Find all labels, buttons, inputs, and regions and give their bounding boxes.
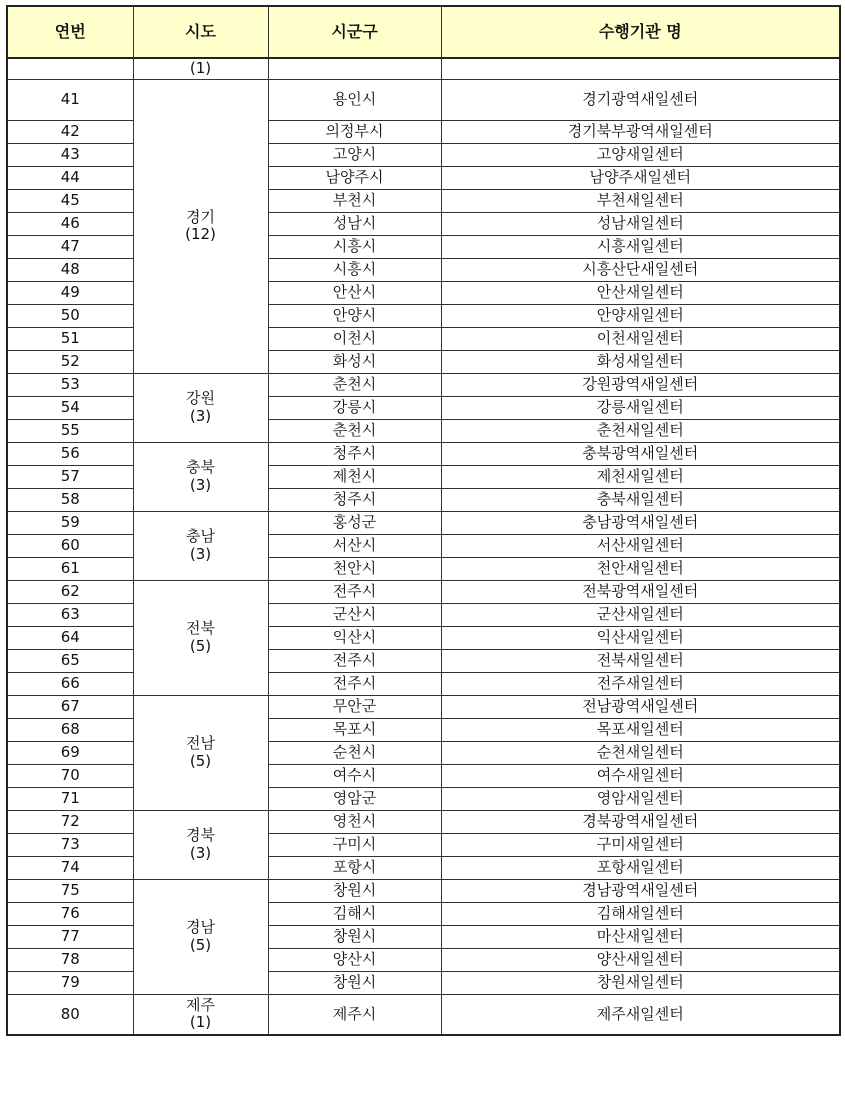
cell-no: 49: [7, 281, 133, 304]
cell-no: 57: [7, 465, 133, 488]
cell-agency: 포항새일센터: [441, 856, 840, 879]
table-row: [7, 948, 840, 971]
cell-sigungu: 구미시: [268, 833, 441, 856]
cell-sigungu: 순천시: [268, 741, 441, 764]
cell-sido-group: [133, 695, 268, 810]
cell-agency: 김해새일센터: [441, 902, 840, 925]
cell-sigungu: 시흥시: [268, 235, 441, 258]
cell-agency: 남양주새일센터: [441, 166, 840, 189]
cell-sigungu: 안산시: [268, 281, 441, 304]
cell-no: 65: [7, 649, 133, 672]
cell-no: [7, 58, 133, 79]
cell-agency: 경북광역새일센터: [441, 810, 840, 833]
cell-no: 74: [7, 856, 133, 879]
sido-name: 충북: [186, 458, 215, 477]
table-row: [7, 511, 840, 534]
table-row: [7, 833, 840, 856]
cell-no: 76: [7, 902, 133, 925]
header-row: [7, 6, 840, 58]
cell-agency: 경기광역새일센터: [441, 79, 840, 120]
cell-no: 47: [7, 235, 133, 258]
cell-sigungu: 서산시: [268, 534, 441, 557]
table-row: [7, 235, 840, 258]
cell-no: 55: [7, 419, 133, 442]
table-row: [7, 902, 840, 925]
cell-agency: 강원광역새일센터: [441, 373, 840, 396]
table-row: [7, 764, 840, 787]
cell-no: 77: [7, 925, 133, 948]
cell-no: 43: [7, 143, 133, 166]
cell-sigungu: 군산시: [268, 603, 441, 626]
cell-no: 68: [7, 718, 133, 741]
cell-agency: 천안새일센터: [441, 557, 840, 580]
cell-agency: 제주새일센터: [441, 994, 840, 1035]
cell-sigungu: 제천시: [268, 465, 441, 488]
cell-sigungu: 강릉시: [268, 396, 441, 419]
cell-sigungu: [268, 58, 441, 79]
cell-no: 56: [7, 442, 133, 465]
cell-sigungu: 익산시: [268, 626, 441, 649]
cell-sigungu: 영암군: [268, 787, 441, 810]
table-row: [7, 350, 840, 373]
cell-agency: 고양새일센터: [441, 143, 840, 166]
cell-sigungu: 전주시: [268, 672, 441, 695]
cell-sigungu: 이천시: [268, 327, 441, 350]
cell-no: 69: [7, 741, 133, 764]
cell-no: 60: [7, 534, 133, 557]
table-row: [7, 810, 840, 833]
table-row: [7, 258, 840, 281]
cell-sigungu: 전주시: [268, 580, 441, 603]
cell-agency: 창원새일센터: [441, 971, 840, 994]
table-row: [7, 695, 840, 718]
table-row: [7, 718, 840, 741]
cell-agency: 군산새일센터: [441, 603, 840, 626]
table-row: [7, 143, 840, 166]
table-row: [7, 281, 840, 304]
sido-name: 경남: [186, 918, 215, 937]
cell-agency: 전북광역새일센터: [441, 580, 840, 603]
cell-sigungu: 청주시: [268, 488, 441, 511]
sido-count: (1): [189, 1013, 212, 1032]
cell-no: 46: [7, 212, 133, 235]
table-row: [7, 396, 840, 419]
cell-sigungu: 청주시: [268, 442, 441, 465]
table-row: [7, 58, 840, 79]
cell-agency: 서산새일센터: [441, 534, 840, 557]
table-row: [7, 327, 840, 350]
sido-count: (5): [189, 636, 212, 655]
table-row: [7, 557, 840, 580]
table-row: [7, 120, 840, 143]
cell-no: 45: [7, 189, 133, 212]
cell-sigungu: 성남시: [268, 212, 441, 235]
cell-no: 42: [7, 120, 133, 143]
cell-agency: 안산새일센터: [441, 281, 840, 304]
cell-agency: 춘천새일센터: [441, 419, 840, 442]
sido-name: 전남: [186, 734, 215, 753]
cell-sido-group: [133, 994, 268, 1035]
sido-name: 충남: [186, 527, 215, 546]
cell-sigungu: 안양시: [268, 304, 441, 327]
cell-sido-group: [133, 79, 268, 373]
agency-table: [6, 5, 841, 1036]
cell-sigungu: 시흥시: [268, 258, 441, 281]
cell-no: 50: [7, 304, 133, 327]
cell-sido-group: [133, 810, 268, 879]
cell-no: 72: [7, 810, 133, 833]
cell-sigungu: 포항시: [268, 856, 441, 879]
table-row: [7, 580, 840, 603]
cell-agency: 안양새일센터: [441, 304, 840, 327]
cell-no: 67: [7, 695, 133, 718]
cell-agency: 시흥산단새일센터: [441, 258, 840, 281]
cell-no: 54: [7, 396, 133, 419]
cell-sigungu: 부천시: [268, 189, 441, 212]
table-row: [7, 672, 840, 695]
sido-count: (5): [189, 751, 212, 770]
cell-agency: 부천새일센터: [441, 189, 840, 212]
table-row: [7, 879, 840, 902]
cell-agency: 경남광역새일센터: [441, 879, 840, 902]
cell-agency: 충북새일센터: [441, 488, 840, 511]
cell-no: 71: [7, 787, 133, 810]
table-row: [7, 373, 840, 396]
cell-agency: 경기북부광역새일센터: [441, 120, 840, 143]
table-row: [7, 419, 840, 442]
sido-name: 제주: [186, 996, 215, 1014]
cell-sigungu: 영천시: [268, 810, 441, 833]
cell-sigungu: 화성시: [268, 350, 441, 373]
sido-count: (12): [185, 225, 216, 243]
sido-count: (3): [189, 843, 212, 862]
table-row: [7, 649, 840, 672]
sido-name: 강원: [186, 389, 215, 408]
cell-no: 62: [7, 580, 133, 603]
cell-agency: 여수새일센터: [441, 764, 840, 787]
cell-agency: 전남광역새일센터: [441, 695, 840, 718]
cell-no: 59: [7, 511, 133, 534]
cell-no: 58: [7, 488, 133, 511]
cell-agency: 순천새일센터: [441, 741, 840, 764]
header-no: 연번: [7, 6, 133, 58]
table-row: [7, 856, 840, 879]
cell-no: 75: [7, 879, 133, 902]
header-agency: 수행기관 명: [441, 6, 840, 58]
cell-sigungu: 홍성군: [268, 511, 441, 534]
cell-sigungu: 춘천시: [268, 419, 441, 442]
cell-sigungu: 의정부시: [268, 120, 441, 143]
table-row: [7, 971, 840, 994]
cell-agency: 충북광역새일센터: [441, 442, 840, 465]
sido-name: 경기: [186, 207, 215, 226]
cell-agency: 목포새일센터: [441, 718, 840, 741]
sido-name: 전북: [186, 619, 215, 638]
cell-sigungu: 천안시: [268, 557, 441, 580]
cell-sido-group: [133, 580, 268, 695]
table-row: [7, 603, 840, 626]
cell-agency: 영암새일센터: [441, 787, 840, 810]
cell-no: 79: [7, 971, 133, 994]
table-row: [7, 925, 840, 948]
sido-count: (3): [189, 475, 212, 494]
cell-sido-group: [133, 879, 268, 994]
cell-agency: 제천새일센터: [441, 465, 840, 488]
cell-no: 51: [7, 327, 133, 350]
cell-no: 41: [7, 79, 133, 120]
cell-no: 66: [7, 672, 133, 695]
cell-sigungu: 여수시: [268, 764, 441, 787]
cell-agency: 시흥새일센터: [441, 235, 840, 258]
cell-sigungu: 춘천시: [268, 373, 441, 396]
table-row: [7, 166, 840, 189]
sido-name: 경북: [186, 826, 215, 845]
cell-no: 70: [7, 764, 133, 787]
sido-count: (5): [189, 935, 212, 954]
cell-sigungu: 김해시: [268, 902, 441, 925]
cell-agency: 이천새일센터: [441, 327, 840, 350]
cell-no: 61: [7, 557, 133, 580]
cell-agency: 화성새일센터: [441, 350, 840, 373]
cell-agency: 익산새일센터: [441, 626, 840, 649]
table-row: [7, 212, 840, 235]
cell-no: 64: [7, 626, 133, 649]
cell-no: 80: [7, 994, 133, 1035]
cell-sido: (1): [133, 58, 268, 79]
cell-sigungu: 용인시: [268, 79, 441, 120]
cell-agency: 구미새일센터: [441, 833, 840, 856]
table-row: [7, 442, 840, 465]
cell-agency: 양산새일센터: [441, 948, 840, 971]
cell-no: 63: [7, 603, 133, 626]
cell-agency: [441, 58, 840, 79]
cell-sigungu: 남양주시: [268, 166, 441, 189]
cell-sigungu: 창원시: [268, 971, 441, 994]
table-row: [7, 534, 840, 557]
cell-agency: 전북새일센터: [441, 649, 840, 672]
cell-no: 78: [7, 948, 133, 971]
cell-sido-group: [133, 442, 268, 511]
table-row: [7, 304, 840, 327]
cell-no: 73: [7, 833, 133, 856]
sido-count: (3): [189, 406, 212, 425]
cell-sigungu: 고양시: [268, 143, 441, 166]
cell-agency: 충남광역새일센터: [441, 511, 840, 534]
cell-agency: 강릉새일센터: [441, 396, 840, 419]
table-row: [7, 741, 840, 764]
table-row: [7, 787, 840, 810]
cell-sigungu: 창원시: [268, 925, 441, 948]
cell-no: 48: [7, 258, 133, 281]
cell-no: 53: [7, 373, 133, 396]
cell-sigungu: 무안군: [268, 695, 441, 718]
header-sigungu: 시군구: [268, 6, 441, 58]
cell-sigungu: 전주시: [268, 649, 441, 672]
cell-sido-group: [133, 373, 268, 442]
table-row: [7, 488, 840, 511]
table-row: [7, 465, 840, 488]
table-row: [7, 626, 840, 649]
cell-no: 44: [7, 166, 133, 189]
header-sido: 시도: [133, 6, 268, 58]
cell-sigungu: 목포시: [268, 718, 441, 741]
cell-agency: 마산새일센터: [441, 925, 840, 948]
cell-no: 52: [7, 350, 133, 373]
cell-sigungu: 제주시: [268, 994, 441, 1035]
cell-sigungu: 양산시: [268, 948, 441, 971]
cell-sido-group: [133, 511, 268, 580]
table-row: [7, 994, 840, 1035]
cell-sigungu: 창원시: [268, 879, 441, 902]
table-row: [7, 189, 840, 212]
table-row: [7, 79, 840, 120]
sido-count: (3): [189, 544, 212, 563]
cell-agency: 전주새일센터: [441, 672, 840, 695]
cell-agency: 성남새일센터: [441, 212, 840, 235]
